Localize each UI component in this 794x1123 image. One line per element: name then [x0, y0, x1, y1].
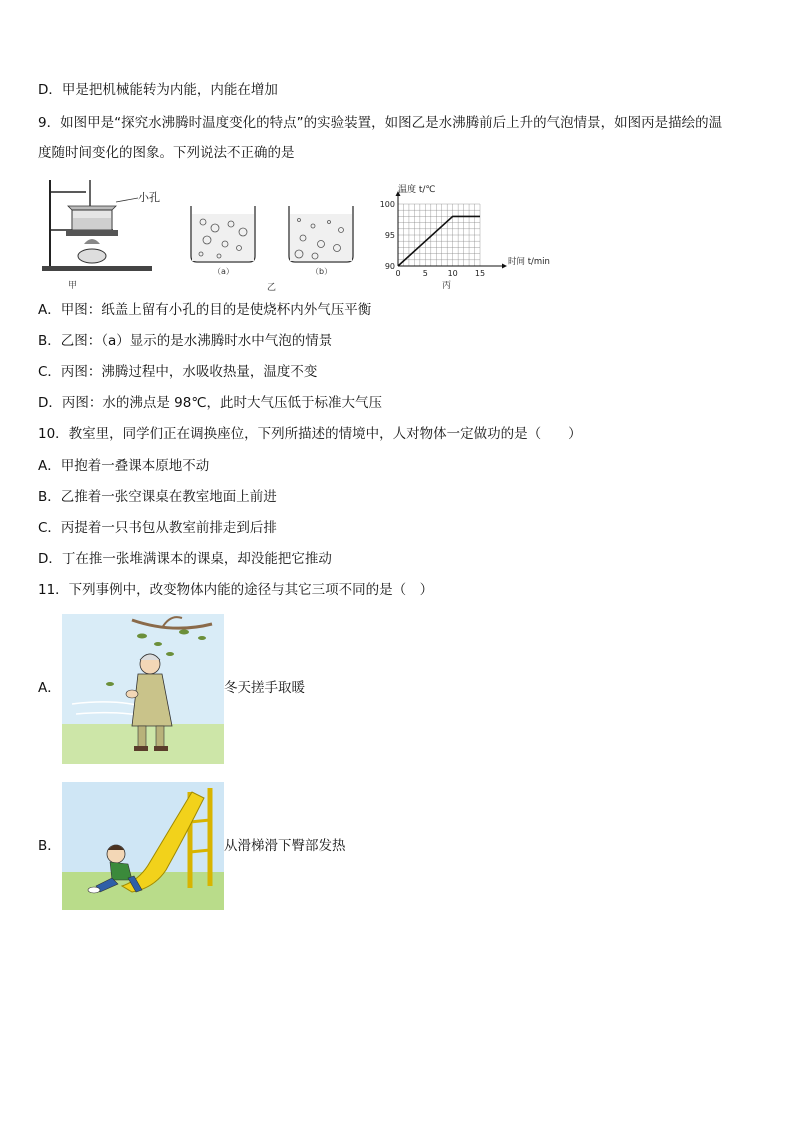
- q11-option-b-letter: B．: [38, 838, 61, 854]
- q10-option-a: A．甲抱着一叠课本原地不动: [38, 458, 210, 474]
- q9-option-b: B．乙图：（a）显示的是水沸腾时水中气泡的情景: [38, 333, 333, 349]
- q10-option-b: B．乙推着一张空课桌在教室地面上前进: [38, 489, 277, 505]
- rubbing-hands-illustration: [62, 614, 224, 764]
- q9-option-c: C．丙图：沸腾过程中，水吸收热量，温度不变: [38, 364, 318, 380]
- bubbles-figure: [185, 200, 365, 292]
- x-tick-label: 0: [395, 269, 401, 278]
- x-tick-label: 5: [422, 269, 428, 278]
- chart-grid: [398, 204, 480, 266]
- y-tick-label: 90: [384, 262, 395, 271]
- q10-option-d: D．丁在推一张堆满课本的课桌，却没能把它推动: [38, 551, 332, 567]
- beaker-a-label: （a）: [213, 267, 234, 276]
- figure-yi-caption: 乙: [267, 283, 277, 292]
- q11-stem: 11．下列事例中，改变物体内能的途径与其它三项不同的是（ ）: [38, 582, 434, 598]
- q11-option-b-text: 从滑梯滑下臀部发热: [224, 838, 346, 854]
- x-axis-arrow: [502, 264, 507, 269]
- hole-label: 小孔: [138, 191, 160, 204]
- y-tick-label: 95: [384, 231, 395, 240]
- y-tick-label: 100: [379, 200, 395, 209]
- chart-y-axis-label: 温度 t/℃: [398, 185, 436, 195]
- q10-stem: 10．教室里，同学们正在调换座位，下列所描述的情境中，人对物体一定做功的是（ ）: [38, 426, 582, 442]
- q11-option-a-letter: A．: [38, 680, 61, 696]
- q8-option-d: D．甲是把机械能转为内能，内能在增加: [38, 82, 278, 98]
- slide-illustration: [62, 782, 224, 910]
- figure-jia-caption: 甲: [68, 281, 78, 291]
- q9-option-a: A．甲图：纸盖上留有小孔的目的是使烧杯内外气压平衡: [38, 302, 372, 318]
- figure-bing-caption: 丙: [442, 281, 452, 291]
- q9-stem-line-1: 9．如图甲是“探究水沸腾时温度变化的特点”的实验装置，如图乙是水沸腾前后上升的气泡情景，如图丙是描绘的温: [38, 115, 723, 131]
- beaker-b-label: （b）: [311, 267, 333, 276]
- temperature-time-chart: [372, 184, 558, 292]
- q11-option-a-text: 冬天搓手取暖: [224, 680, 305, 696]
- x-tick-label: 15: [474, 269, 486, 278]
- apparatus-figure: [38, 172, 168, 292]
- chart-x-axis-label: 时间 t/min: [508, 257, 550, 267]
- x-tick-label: 10: [447, 269, 458, 278]
- q10-option-c: C．丙提着一只书包从教室前排走到后排: [38, 520, 277, 536]
- q9-option-d: D．丙图：水的沸点是 98℃，此时大气压低于标准大气压: [38, 395, 383, 411]
- q9-stem-line-2: 度随时间变化的图象。下列说法不正确的是: [38, 145, 295, 161]
